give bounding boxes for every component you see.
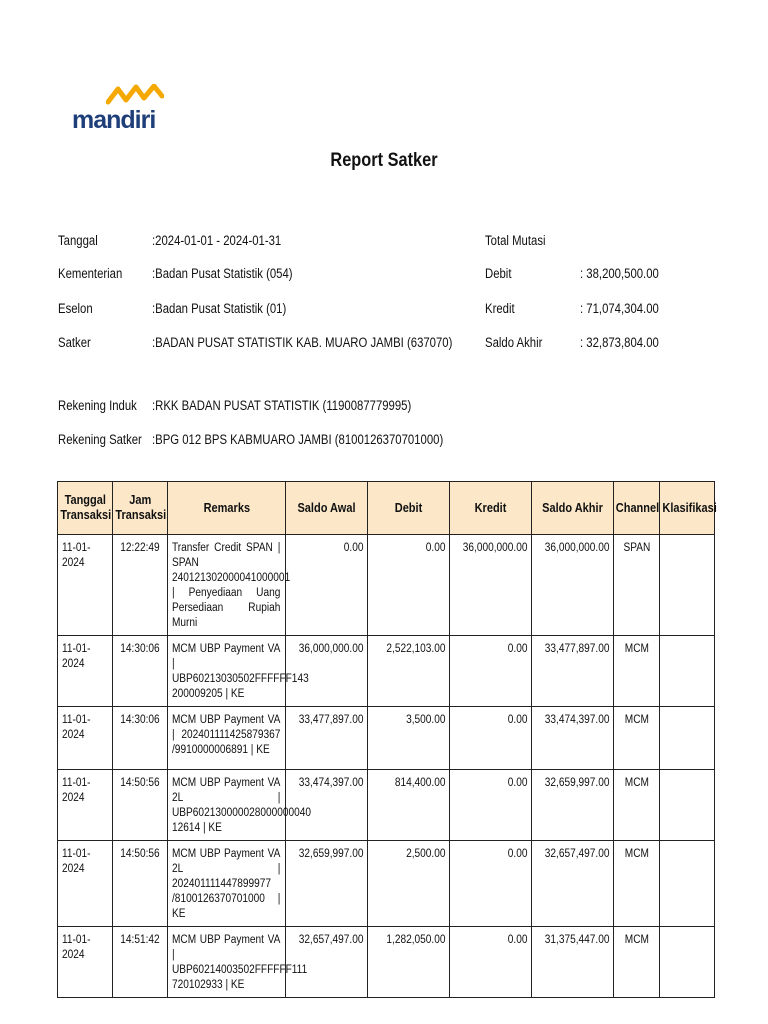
eselon-label: Eselon <box>58 301 93 316</box>
cell-saldo-akhir: 31,375,447.00 <box>532 927 614 998</box>
cell-remarks: Transfer Credit SPAN | SPAN 240121302000041000001 | Penyediaan Uang Persediaan Rupiah Murni <box>168 535 286 636</box>
cell-kredit: 0.00 <box>450 770 532 841</box>
cell-saldo-akhir: 36,000,000.00 <box>532 535 614 636</box>
cell-jam: 14:50:56 <box>113 770 168 841</box>
header-jam: Jam Transaksi <box>113 482 168 535</box>
cell-saldo-awal: 33,474,397.00 <box>286 770 368 841</box>
cell-jam: 14:30:06 <box>113 636 168 707</box>
cell-channel: MCM <box>614 707 660 770</box>
eselon-value: :Badan Pusat Statistik (01) <box>152 301 287 316</box>
page-title: Report Satker <box>330 150 438 171</box>
cell-debit: 1,282,050.00 <box>368 927 450 998</box>
cell-saldo-awal: 0.00 <box>286 535 368 636</box>
cell-kredit: 0.00 <box>450 927 532 998</box>
kementerian-value: :Badan Pusat Statistik (054) <box>152 266 293 281</box>
table-row <box>58 707 715 770</box>
tanggal-value: :2024-01-01 - 2024-01-31 <box>152 233 282 248</box>
kementerian-label: Kementerian <box>58 266 123 281</box>
cell-jam: 14:30:06 <box>113 707 168 770</box>
cell-debit: 2,522,103.00 <box>368 636 450 707</box>
cell-tanggal: 11-01-2024 <box>58 535 113 636</box>
rekening-induk-value: :RKK BADAN PUSAT STATISTIK (1190087779995) <box>152 398 412 413</box>
cell-saldo-awal: 32,657,497.00 <box>286 927 368 998</box>
debit-total: : 38,200,500.00 <box>580 266 659 281</box>
cell-channel: MCM <box>614 927 660 998</box>
cell-remarks: MCM UBP Payment VA | 202401111425879367 /9910000006891 | KE <box>168 707 286 770</box>
rekening-satker-value: :BPG 012 BPS KABMUARO JAMBI (8100126370701000) <box>152 432 444 447</box>
cell-channel: MCM <box>614 770 660 841</box>
cell-debit: 814,400.00 <box>368 770 450 841</box>
header-tanggal: Tanggal Transaksi <box>58 482 113 535</box>
transaction-table-wrapper <box>57 481 717 998</box>
cell-remarks: MCM UBP Payment VA | UBP60214003502FFFFFF111 720102933 | KE <box>168 927 286 998</box>
mandiri-logo <box>72 84 164 140</box>
rekening-induk-label: Rekening Induk <box>58 398 137 413</box>
cell-saldo-akhir: 33,474,397.00 <box>532 707 614 770</box>
cell-saldo-awal: 36,000,000.00 <box>286 636 368 707</box>
cell-channel: MCM <box>614 636 660 707</box>
header-remarks: Remarks <box>168 482 286 535</box>
cell-kredit: 0.00 <box>450 636 532 707</box>
cell-saldo-awal: 32,659,997.00 <box>286 841 368 927</box>
cell-tanggal: 11-01-2024 <box>58 636 113 707</box>
header-channel: Channel <box>614 482 660 535</box>
table-row <box>58 636 715 707</box>
cell-remarks: MCM UBP Payment VA 2L | 202401111447899977 /8100126370701000 | KE <box>168 841 286 927</box>
cell-remarks: MCM UBP Payment VA | UBP60213030502FFFFFF143 200009205 | KE <box>168 636 286 707</box>
kredit-total: : 71,074,304.00 <box>580 301 659 316</box>
table-header-row <box>58 482 715 535</box>
transaction-table <box>57 481 715 998</box>
cell-saldo-akhir: 32,659,997.00 <box>532 770 614 841</box>
cell-tanggal: 11-01-2024 <box>58 707 113 770</box>
cell-tanggal: 11-01-2024 <box>58 927 113 998</box>
cell-saldo-akhir: 33,477,897.00 <box>532 636 614 707</box>
cell-channel: MCM <box>614 841 660 927</box>
cell-channel: SPAN <box>614 535 660 636</box>
rekening-satker-label: Rekening Satker <box>58 432 142 447</box>
table-row <box>58 535 715 636</box>
kredit-label: Kredit <box>485 301 515 316</box>
cell-remarks: MCM UBP Payment VA 2L | UBP602130000028000000040 12614 | KE <box>168 770 286 841</box>
header-kredit: Kredit <box>450 482 532 535</box>
cell-debit: 3,500.00 <box>368 707 450 770</box>
logo-text: mandiri <box>72 106 156 134</box>
cell-klasifikasi <box>660 636 715 707</box>
saldo-akhir-total: : 32,873,804.00 <box>580 335 659 350</box>
cell-kredit: 36,000,000.00 <box>450 535 532 636</box>
cell-saldo-awal: 33,477,897.00 <box>286 707 368 770</box>
cell-debit: 2,500.00 <box>368 841 450 927</box>
cell-tanggal: 11-01-2024 <box>58 841 113 927</box>
cell-jam: 14:50:56 <box>113 841 168 927</box>
debit-label: Debit <box>485 266 512 281</box>
total-mutasi-label: Total Mutasi <box>485 233 546 248</box>
cell-kredit: 0.00 <box>450 707 532 770</box>
table-row <box>58 770 715 841</box>
cell-klasifikasi <box>660 770 715 841</box>
cell-debit: 0.00 <box>368 535 450 636</box>
header-saldo-akhir: Saldo Akhir <box>532 482 614 535</box>
satker-value: :BADAN PUSAT STATISTIK KAB. MUARO JAMBI (637070) <box>152 335 453 350</box>
table-row <box>58 841 715 927</box>
cell-klasifikasi <box>660 707 715 770</box>
cell-jam: 14:51:42 <box>113 927 168 998</box>
cell-klasifikasi <box>660 535 715 636</box>
cell-kredit: 0.00 <box>450 841 532 927</box>
satker-label: Satker <box>58 335 91 350</box>
cell-klasifikasi <box>660 841 715 927</box>
tanggal-label: Tanggal <box>58 233 98 248</box>
saldo-akhir-label: Saldo Akhir <box>485 335 543 350</box>
cell-jam: 12:22:49 <box>113 535 168 636</box>
header-debit: Debit <box>368 482 450 535</box>
header-saldo-awal: Saldo Awal <box>286 482 368 535</box>
cell-tanggal: 11-01-2024 <box>58 770 113 841</box>
mandiri-wave-icon <box>106 84 164 106</box>
cell-klasifikasi <box>660 927 715 998</box>
header-klasifikasi: Klasifikasi <box>660 482 715 535</box>
table-row <box>58 927 715 998</box>
cell-saldo-akhir: 32,657,497.00 <box>532 841 614 927</box>
